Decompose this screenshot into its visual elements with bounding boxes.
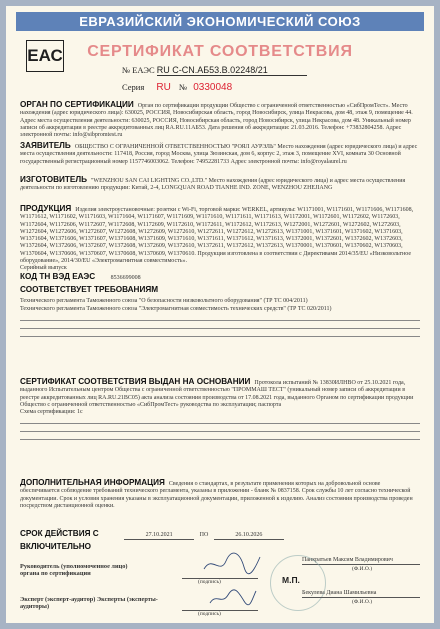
serie-value: RU [156,82,171,93]
serie-no-label: № [178,82,188,92]
applicant-heading: ЗАЯВИТЕЛЬ [20,141,71,150]
validity-section [20,530,420,551]
product-section [20,205,420,273]
manufacturer-text: "WENZHOU SAN CAI LIGHTING CO.,LTD." Место нахождения (адрес юридического лица) и адрес места осуществления деятельности по изготовлению продукции: Китай, 2-4, LONGQUAN ROAD TIANHE IND. ZONE, WENZHOU ZHEJIANG [20,178,406,192]
number-value: RU C-CN.АБ53.В.02248/21 [157,65,307,76]
expert-name: Бекулева Диана Шамильевна [302,590,420,598]
expert-caption-name: (Ф.И.О.) [352,599,373,605]
head-signer-label: Руководитель (уполномоченное лицо) органа по сертификации [20,563,128,578]
seal-label: М.П. [282,575,300,585]
organ-text: Орган по сертификации продукции Общество с ограниченной ответственностью «СибПромТест». Место нахождения (адрес юридического лица): 630025, РОССИЯ, Новосибирская область, город Новосибирск, улица Некрасова, дом 48, этаж 9, помещение 44. Адрес места осуществления деятельности: 630025, РОССИЯ, Новосибирская область, город Новосибирск, улица Некрасова, дом 48. Уникальный номер записи об аккредитации в реестре аккредитованных лиц RA.RU.11АБ53. Дата решения об аккредитации: 21.03.2016. Телефон: +73832804258. Адрес электронной почты: info@sibpromtest.ru [20,103,413,139]
certificate-title: СЕРТИФИКАТ СООТВЕТСТВИЯ [87,43,353,60]
rule [20,416,420,424]
number-label: № ЕАЭС [122,65,155,75]
additional-section [20,479,420,510]
validity-to: 26.10.2026 [214,532,284,540]
basis-text: Протокола испытаний № 13830ИЛНВО от 25.10.2021 года, выданного Испытательным центром Общества с ограниченной ответственностью "ПРОММАШ ТЕСТ" (уникальный номер записи об аккредитации в реестре аккредитованных лиц RA.RU.21ВС05) акта анализа состояния производства от 17.08.2021 года, выданного Органом по сертификации продукции Общество с ограниченной ответственностью «СибПромТест» руководства по эксплуатации; паспорта [20,380,414,408]
organ-heading: ОРГАН ПО СЕРТИФИКАЦИИ [20,100,134,109]
serie-number: 0330048 [193,82,233,93]
tnved-value: 8536699008 [110,275,141,281]
head-signature [202,551,262,577]
validity-heading-inclusive: ВКЛЮЧИТЕЛЬНО [20,542,92,552]
validity-heading: СРОК ДЕЙСТВИЯ С [20,529,99,538]
eac-logo: ЕАС [26,40,64,72]
serie-line [122,82,232,93]
basis-schema: Схема сертификации: 1с [20,409,83,416]
eaeu-banner: ЕВРАЗИЙСКИЙ ЭКОНОМИЧЕСКИЙ СОЮЗ [16,12,424,31]
certificate-body [12,10,428,619]
manufacturer-heading: ИЗГОТОВИТЕЛЬ [20,175,87,184]
basis-section [20,378,420,440]
tnved-heading: КОД ТН ВЭД ЕАЭС [20,272,96,281]
head-caption-sign: (подпись) [198,579,221,585]
rule [20,329,420,337]
requirements-line2: Технического регламента Таможенного союза "Электромагнитная совместимость технических средств" (ТР ТС 020/2011) [20,305,332,312]
tnved-section [20,273,420,282]
rule [20,321,420,329]
rule [20,432,420,440]
expert-caption-sign: (подпись) [198,611,221,617]
basis-heading: СЕРТИФИКАТ СООТВЕТСТВИЯ ВЫДАН НА ОСНОВАНИИ [20,377,251,386]
product-note: Серийный выпуск [20,265,67,272]
certificate-number [122,65,342,76]
requirements-section [20,286,420,337]
validity-from: 27.10.2021 [124,532,194,540]
validity-to-label: ПО [199,532,209,538]
rule [20,424,420,432]
additional-text: Сведения о стандартах, в результате применения которых на добровольной основе обеспечивается соблюдение требований технического регламента, указаны в приложении - бланк № 0837158. Срок службы 10 лет согласно технической документации. Срок и условия хранения указаны в эксплуатационной документации, приложенной к изделию. Анализ состояния производства проведен посредством дистанционной оценки. [20,481,413,509]
head-caption-name: (Ф.И.О.) [352,566,373,572]
expert-signature [208,587,258,609]
requirements-heading: СООТВЕТСТВУЕТ ТРЕБОВАНИЯМ [20,285,159,294]
additional-heading: ДОПОЛНИТЕЛЬНАЯ ИНФОРМАЦИЯ [20,478,165,487]
organ-section [20,101,420,139]
applicant-text: ОБЩЕСТВО С ОГРАНИЧЕННОЙ ОТВЕТСТВЕННОСТЬЮ "РОЯЛ АУРЭЛЬ" Место нахождения (адрес юридического лица) и адрес места осуществления деятельности: 117418, Россия, город Москва, улица Зюзинская, дом 6, корпус 2, этаж 3, помещение XVI, комната 30 Основной государственный регистрационный номер 1157746003062. Телефон: 74952281733 Адрес электронной почты: info@royalaurel.ru [20,144,418,165]
product-text: Изделия электроустановочные: розетки с Wi-Fi, торговой марки: WERKEL, артикулы: W1171001, W1171601, W1171606, W1171608, W1171612, W1171602, W1171603, W1171604, W1171607, W1171609, W1171610, W1171611, W1171613, W1172001, W1172601, W1172602, W1172603, W1172604, W1172606, W1172607, W1172608, W1172609, W1172610, W1172611, W1172612, W1172613, W1272001, W1272601, W1272602, W1272603, W1272604, W1272606, W1272607, W1272608, W1272609, W1272610, W1272611, W1272612, W1272613, W1371001, W1371601, W1371602, W1371603, W1371604, W1371606, W1371607, W1371608, W1371609, W1371610, W1371611, W1371612, W1371613, W1372001, W1372601, W1372602, W1372603, W1372604, W1372606, W1372607, W1372608, W1372609, W1372610, W1372611, W1372612, W1372613, W1370001, W1370601, W1370602, W1370603, W1370604, W1370606, W1370607, W1370608, W1370609, W1370610. Продукция изготовлена в соответствии с Директивами 2014/35/EU «Низковольтное оборудование», 2014/30/EU «Электромагнитная совместимость». [20,207,414,265]
head-name: Панкратьев Максим Владимирович [302,557,420,565]
product-heading: ПРОДУКЦИЯ [20,204,72,213]
manufacturer-section [20,176,420,193]
requirements-line1: Технического регламента Таможенного союза "О безопасности низковольтного оборудования" (ТР ТС 004/2011) [20,298,308,305]
rule [20,313,420,321]
applicant-section [20,142,420,166]
expert-label: Эксперт (эксперт-аудитор) Эксперты (эксперты-аудиторы) [20,596,158,611]
serie-label: Серия [122,82,145,92]
